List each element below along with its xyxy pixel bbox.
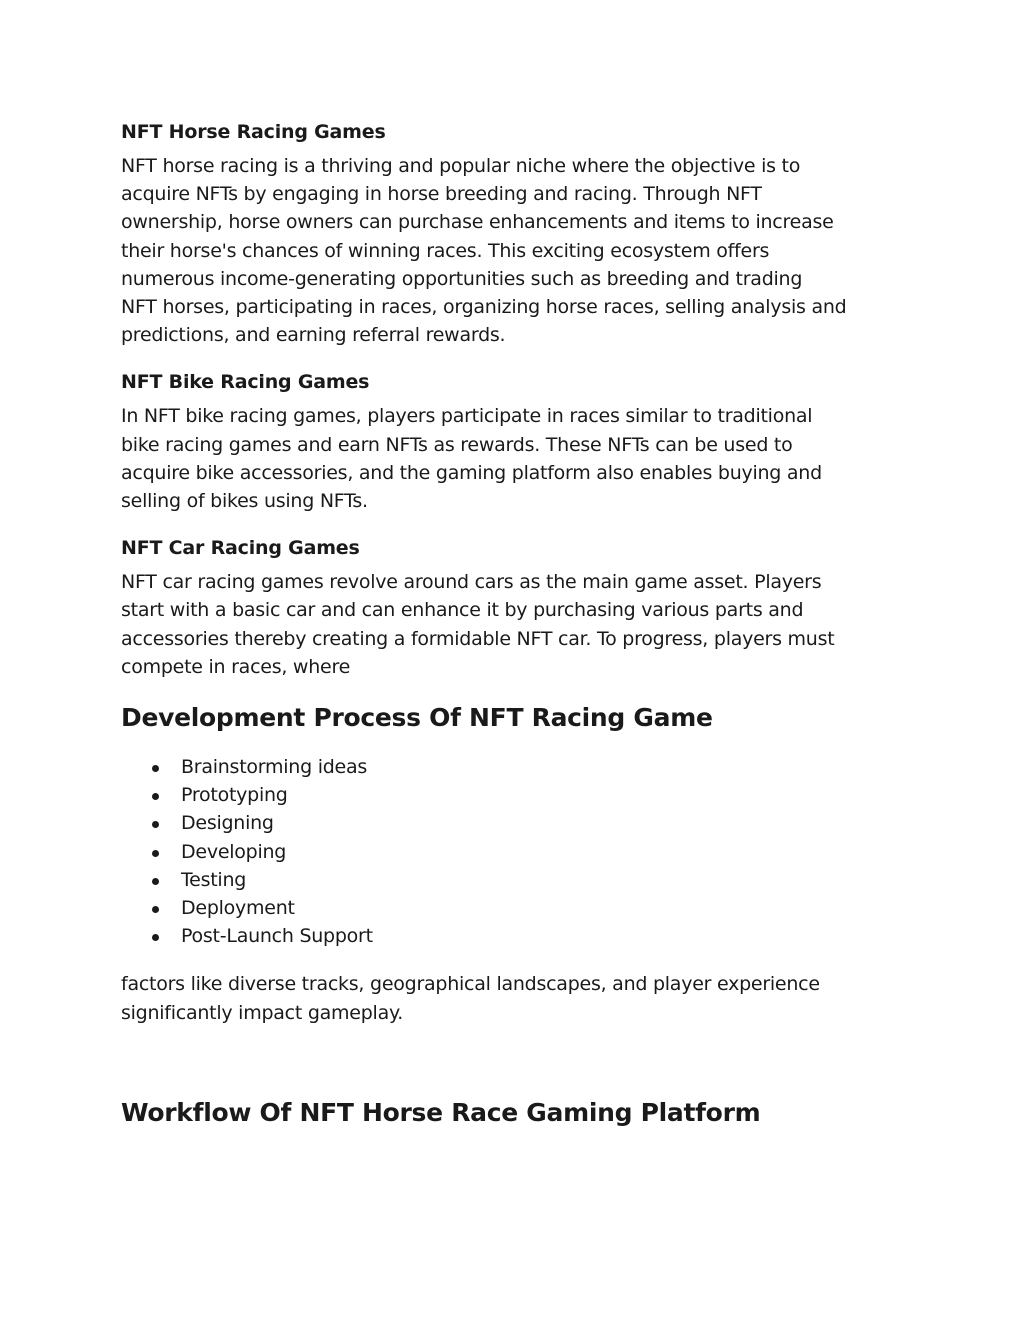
paragraph-line: significantly impact gameplay. xyxy=(121,1001,404,1024)
section-heading: NFT Horse Racing Games xyxy=(121,121,386,143)
paragraph-line: In NFT bike racing games, players participate in races similar to traditional xyxy=(121,405,813,428)
paragraph-line: predictions, and earning referral rewards. xyxy=(121,324,506,347)
section-heading: NFT Bike Racing Games xyxy=(121,371,370,394)
section-car-racing xyxy=(121,534,901,681)
bullet-icon xyxy=(152,906,159,913)
bullet-icon xyxy=(152,934,159,941)
list-item: Designing xyxy=(121,809,901,837)
list-item: Prototyping xyxy=(121,781,901,809)
development-heading: Development Process Of NFT Racing Game xyxy=(121,703,713,733)
paragraph-line: start with a basic car and can enhance it by purchasing various parts and xyxy=(121,599,804,622)
paragraph-line: numerous income-generating opportunities such as breeding and trading xyxy=(121,267,803,290)
bullet-icon xyxy=(152,765,159,772)
section-heading: NFT Car Racing Games xyxy=(121,537,360,560)
paragraph-line: ownership, horse owners can purchase enhancements and items to increase xyxy=(121,211,834,234)
paragraph-line: NFT car racing games revolve around cars as the main game asset. Players xyxy=(121,571,822,594)
workflow-heading: Workflow Of NFT Horse Race Gaming Platform xyxy=(121,1097,761,1127)
paragraph-line: accessories thereby creating a formidable NFT car. To progress, players must xyxy=(121,627,835,650)
list-item: Post-Launch Support xyxy=(121,922,901,950)
bullet-icon xyxy=(152,878,159,885)
paragraph-line: factors like diverse tracks, geographical landscapes, and player experience xyxy=(121,973,820,996)
section-bike-racing xyxy=(121,368,901,515)
paragraph-line: their horse's chances of winning races. This exciting ecosystem offers xyxy=(121,239,770,262)
section-paragraph xyxy=(121,568,901,681)
bullet-icon xyxy=(152,793,159,800)
paragraph-line: NFT horse racing is a thriving and popular niche where the objective is to xyxy=(121,155,801,177)
paragraph-line: compete in races, where xyxy=(121,655,351,678)
document-page xyxy=(121,118,901,1130)
list-item: Brainstorming ideas xyxy=(121,753,901,781)
development-steps-list xyxy=(121,753,901,950)
list-item: Testing xyxy=(121,866,901,894)
paragraph-line: bike racing games and earn NFTs as rewards. These NFTs can be used to xyxy=(121,433,793,456)
section-development-process xyxy=(121,701,901,1027)
section-paragraph xyxy=(121,402,901,515)
paragraph-line: acquire bike accessories, and the gaming platform also enables buying and xyxy=(121,461,822,484)
section-paragraph xyxy=(121,152,901,349)
list-item: Deployment xyxy=(121,894,901,922)
section-horse-racing xyxy=(121,118,901,349)
paragraph-line: acquire NFTs by engaging in horse breeding and racing. Through NFT xyxy=(121,183,762,206)
bullet-icon xyxy=(152,821,159,828)
development-paragraph xyxy=(121,970,901,1026)
list-item: Developing xyxy=(121,838,901,866)
bullet-icon xyxy=(152,850,159,857)
paragraph-line: selling of bikes using NFTs. xyxy=(121,490,368,513)
paragraph-line: NFT horses, participating in races, organizing horse races, selling analysis and xyxy=(121,296,847,319)
